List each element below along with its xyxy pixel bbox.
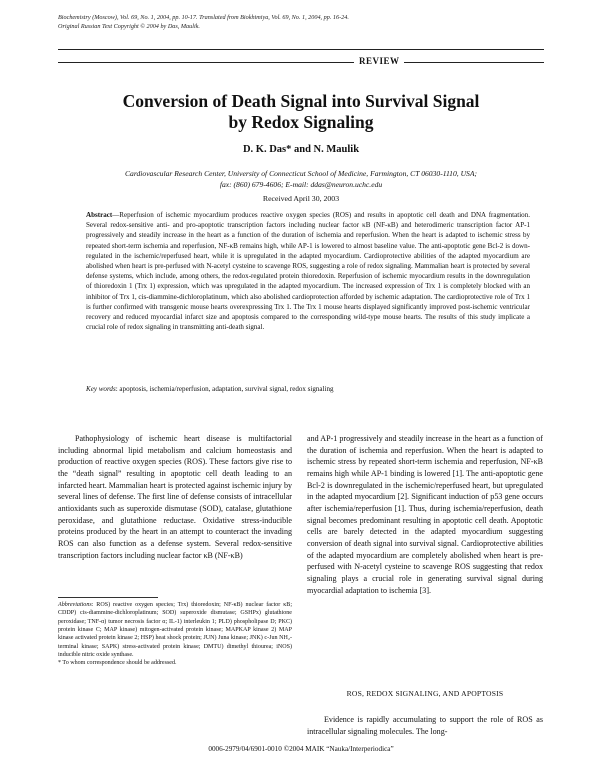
page-footer: 0006-2979/04/6901-0010 ©2004 MAIK “Nauka/Interperiodica” — [208, 745, 394, 753]
section-heading: ROS, REDOX SIGNALING, AND APOPTOSIS — [346, 689, 504, 698]
left-column — [58, 433, 292, 561]
footnote-rule — [58, 597, 158, 598]
keywords — [86, 384, 530, 394]
copyright-line: Original Russian Text Copyright © 2004 by Das, Maulik. — [58, 22, 200, 30]
intro-paragraph: Pathophysiology of ischemic heart disease is multifactorial including abnormal lipid metabolism and calcium homeostasis and production of reactive oxygen species (ROS). These factors give rise to the “death signal” resulting in apoptotic cell death leading to an infarcted heart. Mammalian heart is protected against ischemic injury by several lines of defense. The first line of defense consists of intracellular antioxidants such as superoxide dismutase (SOD), catalase, glutathione peroxidase, and glutathione reductase. Oxidative stress-inducible proteins produced by the heart in an attempt to counteract the invading ROS can also function as a defense system. Several redox-sensitive transcription factors including nuclear factor κB (NF-κB) — [58, 434, 292, 560]
title-line-1: Conversion of Death Signal into Survival Signal — [122, 91, 480, 111]
affiliation — [70, 168, 532, 190]
section-label: REVIEW — [359, 56, 400, 66]
keywords-text: : apoptosis, ischemia/reperfusion, adaptation, survival signal, redox signaling — [115, 385, 334, 393]
header-rule — [58, 49, 544, 50]
abbreviations-text: : ROS) reactive oxygen species; Trx) thioredoxin; NF-κB) nuclear factor κB; CDDP) cis-diammine-dichloroplatinum; SOD) superoxide dismutase; GSHPx) glutathione peroxidase; TNF-α) tumor necrosis factor α; IL-1) interleukin 1; PLD) phospholipase D; PKC) protein kinase C; MAP kinase) mitogen-activated protein kinase; MAPKAP kinase 2) MAP kinase activated protein kinase 2; HSP) heat shock protein; JUN) Juna kinase; JNK) c-Jun NH₂-terminal kinase; SAPK) stress-activated protein kinase; DMTU) dimethyl thiourea; iNOS) inducible nitric oxide synthase. — [58, 602, 292, 659]
right-column-continued — [307, 714, 543, 737]
banner-rule-right — [404, 62, 544, 63]
affiliation-line-1: Cardiovascular Research Center, University of Connecticut School of Medicine, Farmington, CT 06030-1110, USA; — [124, 169, 478, 178]
abstract — [86, 210, 530, 332]
affiliation-line-2: fax: (860) 679-4606; E-mail: ddas@neuron.uchc.edu — [219, 180, 383, 189]
abbreviations-footnote — [58, 601, 292, 659]
article-title — [58, 91, 544, 133]
right-column — [307, 433, 543, 596]
abstract-label: Abstract — [86, 211, 113, 219]
section-paragraph: Evidence is rapidly accumulating to support the role of ROS as intracellular signaling molecules. The long- — [307, 715, 543, 736]
banner-rule-left — [58, 62, 354, 63]
title-line-2: by Redox Signaling — [228, 112, 374, 132]
footnotes — [58, 601, 292, 668]
authors: D. K. Das* and N. Maulik — [242, 144, 360, 155]
journal-header — [58, 14, 538, 31]
continued-paragraph: and AP-1 progressively and steadily increase in the heart as a function of the duration of ischemia and reperfusion. When the heart is adapted to ischemic stress by repeated short-term ischemia and reperfusion, NF-κB remains high while AP-1 binding is lowered [1]. The anti-apoptotic gene Bcl-2 is downregulated in the ischemic/reperfused heart, but upregulated in the adapted myocardium [2]. Significant induction of p53 gene occurs after ischemia/reperfusion [1]. Thus, during ischemia/reperfusion, death signal becomes predominant resulting in apoptotic cell death. Apoptotic cells are barely detected in the adapted myocardium suggesting conversion of death signal into survival signal. Cardioprotective abilities of the adapted myocardium are completely abolished when heart is pre-perfused with N-acetyl cysteine to scavenge ROS suggesting that redox signaling plays a crucial role in generating survival signal during myocardial adaptation to ischemia [3]. — [307, 434, 543, 595]
correspondence-footnote: * To whom correspondence should be addressed. — [58, 660, 177, 667]
keywords-label: Key words — [86, 385, 116, 393]
received-date: Received April 30, 2003 — [262, 194, 340, 203]
journal-citation: Biochemistry (Moscow), Vol. 69, No. 1, 2004, pp. 10-17. Translated from Biokhimiya, Vol. 69, No. 1, 2004, pp. 16-24. — [58, 14, 349, 21]
abbreviations-label: Abbreviations — [58, 602, 92, 608]
section-banner — [58, 56, 544, 68]
abstract-text: —Reperfusion of ischemic myocardium produces reactive oxygen species (ROS) and results in apoptotic cell death and DNA fragmentation. Several redox-sensitive anti- and pro-apoptotic transcription factors including nuclear factor κB (NF-κB) and heterodimeric transcription factor AP-1 progressively and steadily increase in the heart as a function of the duration of ischemia and reperfusion. When the heart is adapted to ischemic stress by repeated short-term ischemia and reperfusion, NF-κB remains high, while AP-1 is lowered to almost baseline value. The anti-apoptotic gene Bcl-2 is down-regulated in the ischemic/reperfused heart, while it is upregulated in the adapted myocardium. Cardioprotective abilities of the adapted myocardium are abolished when heart is pre-perfused with N-acetyl cysteine to scavenge ROS, suggesting a role of redox signaling. Mammalian heart is protected by several defense systems, which include, among others, the redox-regulated protein thioredoxin. Reperfusion of ischemic myocardium results in the downregulation of thioredoxin 1 (Trx 1) expression, which was upregulated in the adapted myocardium. The increased expression of Trx 1 is completely blocked with an inhibitor of Trx 1, cis-diammine-dichloroplatinum, which also abolished cardioprotection afforded by ischemic adaptation. The cardioprotective role of Trx 1 is further confirmed with transgenic mouse hearts overexpressing Trx 1. The Trx 1 mouse hearts displayed significantly improved post-ischemic ventricular recovery and reduced myocardial infarct size and apoptosis compared to the corresponding wild-type mouse hearts. The results of this study implicate a crucial role of redox signaling in transmitting anti-death signal. — [86, 211, 530, 332]
